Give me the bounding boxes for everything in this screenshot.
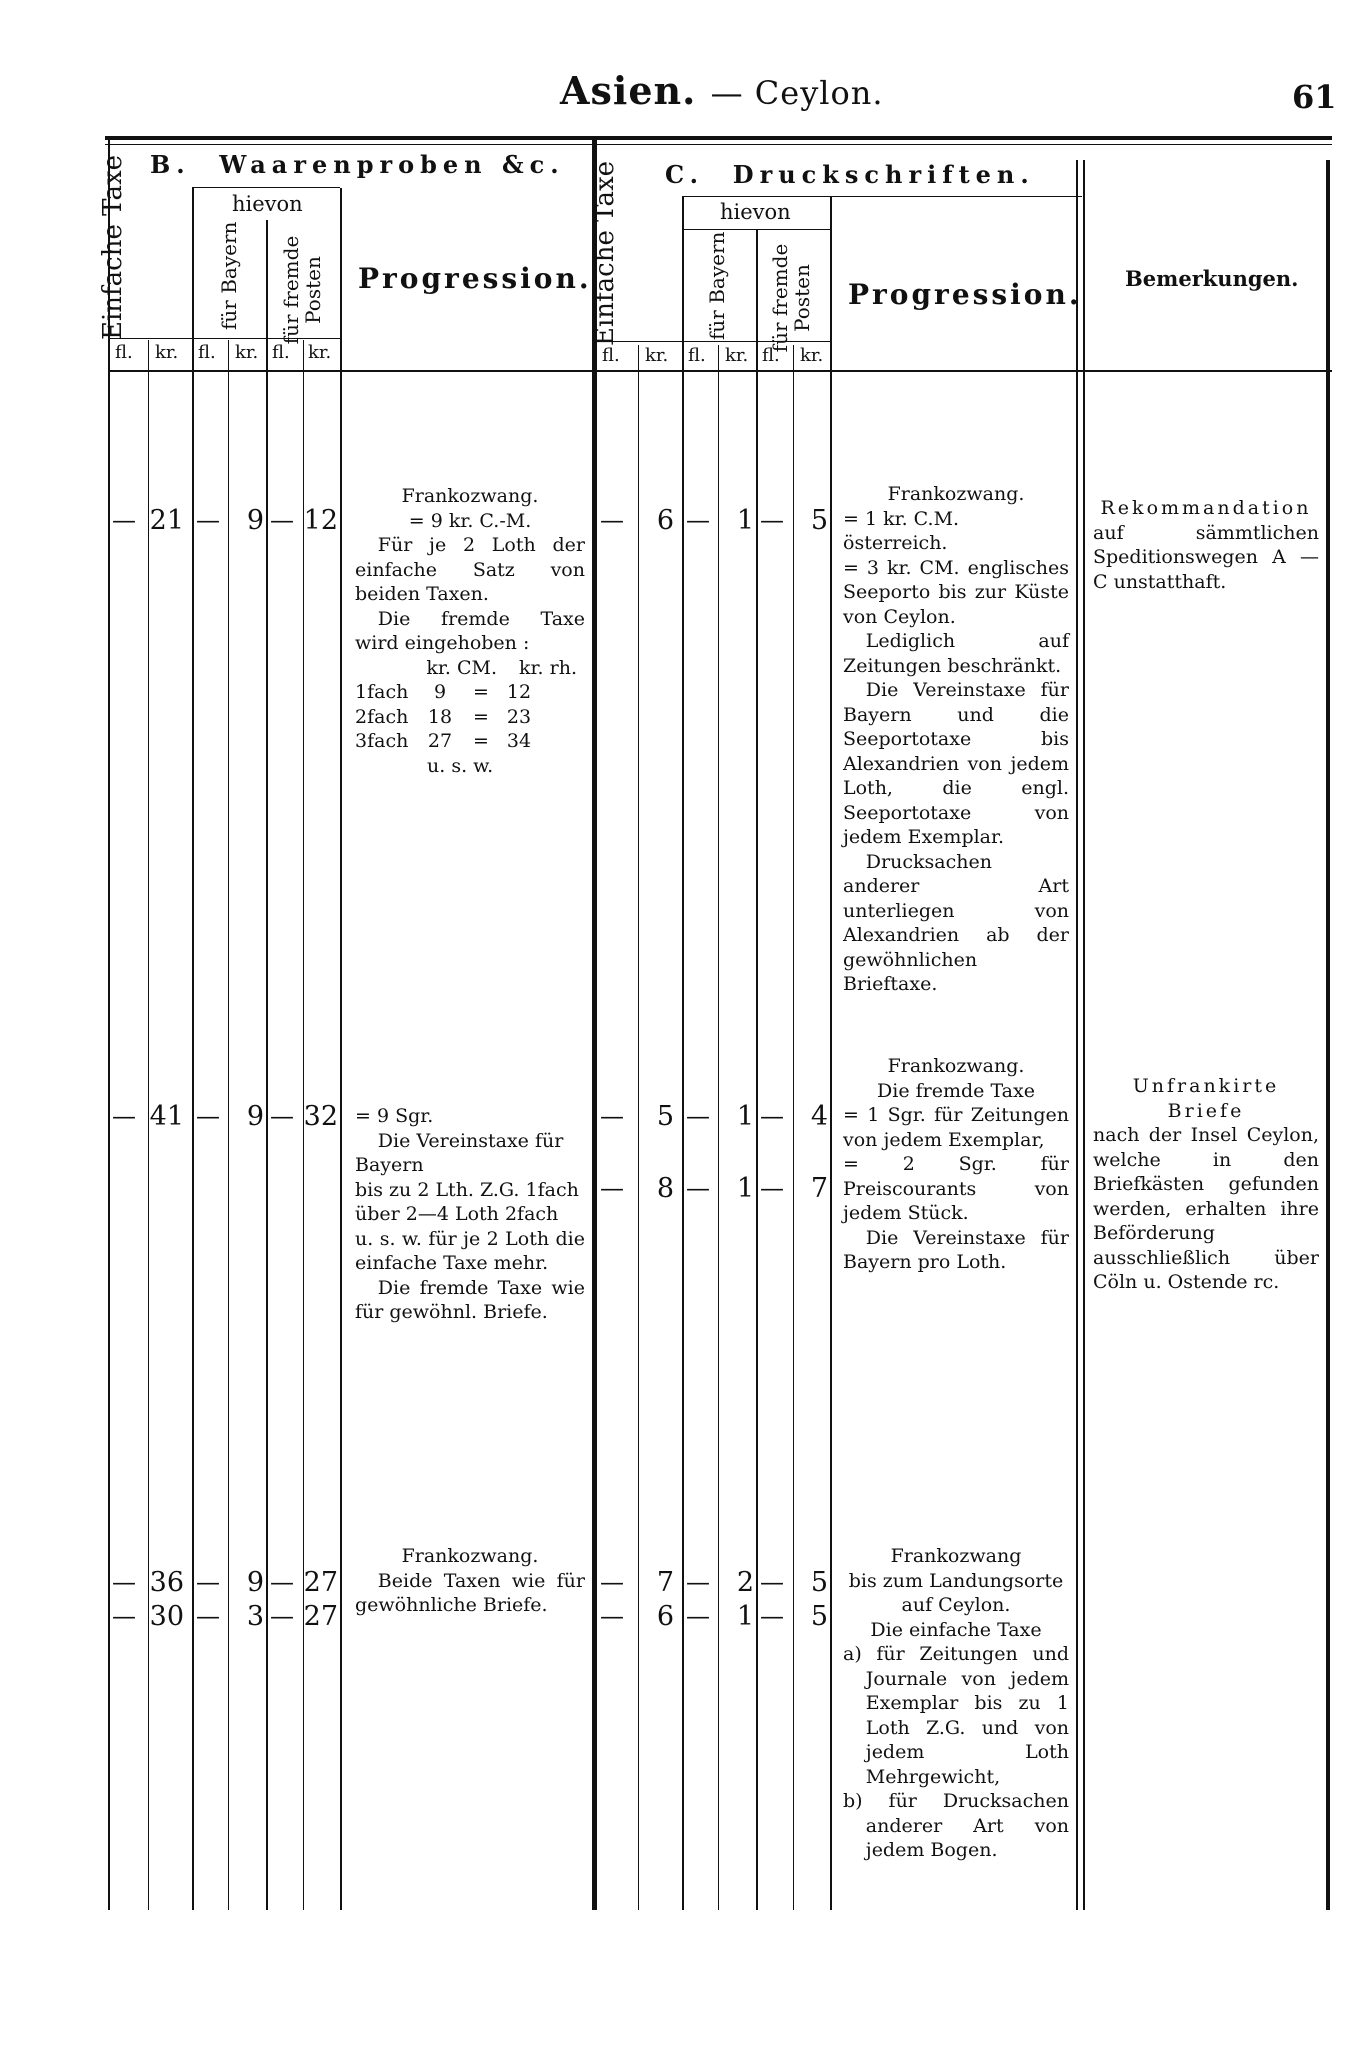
- col-hievon-b: hievon: [232, 192, 303, 216]
- dash: —: [600, 506, 624, 534]
- col-rule: [340, 188, 342, 1910]
- progression-c-1: Frankozwang. = 1 kr. C.M. österreich. = 3 kr. CM. englisches Seeporto bis zur Küste von Ceylon. Lediglich auf Zeitungen beschränkt. Die Vereinstaxe für Bayern und die Seeportotaxe bis Alexandrien von jedem Loth, die engl. Seeportotaxe von jedem Exemplar. Drucksachen anderer Art unterliegen von Alexandrien ab der gewöhnlichen Brieftaxe.: [843, 483, 1069, 995]
- dash: —: [196, 1568, 220, 1596]
- rate-bayern: 9: [246, 505, 264, 536]
- table-top-rule: [105, 136, 1332, 140]
- dash: —: [600, 1602, 624, 1630]
- unit-kr: kr.: [645, 345, 669, 366]
- rate-fremde: 27: [303, 1567, 338, 1598]
- rate-bayern: 9: [246, 1101, 264, 1132]
- unit-fl: fl.: [115, 342, 133, 363]
- rate-einfach: 6: [656, 1601, 674, 1632]
- unit-kr: kr.: [725, 345, 749, 366]
- rate-bayern: 1: [736, 1101, 754, 1132]
- dash: —: [112, 1602, 136, 1630]
- rate-fremde: 7: [810, 1173, 828, 1204]
- page-number: 61: [1292, 78, 1337, 116]
- dash: —: [112, 506, 136, 534]
- rate-fremde: 5: [810, 505, 828, 536]
- hievon-rule-b: [192, 187, 340, 188]
- col-rule: [682, 196, 684, 1910]
- dash: —: [686, 1568, 710, 1596]
- dash: —: [196, 506, 220, 534]
- col-progression-b: Progression.: [358, 262, 592, 295]
- progression-c-2: Frankozwang. Die fremde Taxe = 1 Sgr. für Zeitungen von jedem Exemplar, = 2 Sgr. für Preiscourants von jedem Stück. Die Vereinstaxe für Bayern pro Loth.: [843, 1055, 1069, 1273]
- col-rule: [1076, 160, 1078, 1910]
- section-divider: [592, 140, 597, 1910]
- rate-bayern: 9: [246, 1567, 264, 1598]
- bemerkung-2: Unfrankirte Briefe nach der Insel Ceylon, welche in den Briefkästen gefunden werden, erhalten ihre Beförderung ausschließlich über Cöln u. Ostende rc.: [1093, 1075, 1319, 1293]
- dash: —: [686, 1174, 710, 1202]
- dash: —: [760, 1174, 784, 1202]
- col-progression-c: Progression.: [848, 278, 1082, 311]
- page-title: Asien. — Ceylon.: [560, 68, 884, 113]
- col-einfache-c: Einfache Taxe: [590, 161, 620, 346]
- rate-bayern: 1: [736, 1601, 754, 1632]
- section-b-header: B. Waarenproben &c.: [150, 150, 565, 179]
- rate-einfach: 41: [149, 1101, 184, 1132]
- rate-fremde: 27: [303, 1601, 338, 1632]
- col-einfache-b: Einfache Taxe: [98, 155, 128, 340]
- rate-fremde: 4: [810, 1101, 828, 1132]
- dash: —: [686, 506, 710, 534]
- dash: —: [686, 1102, 710, 1130]
- progression-b-2: = 9 Sgr. Die Vereinstaxe für Bayern bis zu 2 Lth. Z.G. 1fach über 2—4 Loth 2fach u. s. w. für je 2 Loth die einfache Taxe mehr. Die fremde Taxe wie für gewöhnl. Briefe.: [355, 1105, 585, 1323]
- dash: —: [270, 1102, 294, 1130]
- rate-einfach: 8: [656, 1173, 674, 1204]
- progression-c-3: Frankozwang bis zum Landungsorte auf Ceylon. Die einfache Taxe a) für Zeitungen und Journale von jedem Exemplar bis zu 1 Loth Z.G. und von jedem Loth Mehrgewicht, b) für Drucksachen anderer Art von jedem Bogen.: [843, 1545, 1069, 1861]
- dash: —: [686, 1602, 710, 1630]
- col-rule: [1083, 160, 1085, 1910]
- bemerkung-1: Rekommandation auf sämmtlichen Speditionswegen A — C unstatthaft.: [1093, 497, 1319, 593]
- rate-fremde: 5: [810, 1567, 828, 1598]
- unit-kr: kr.: [308, 342, 332, 363]
- dash: —: [760, 506, 784, 534]
- col-bayern-b: für Bayern: [217, 221, 241, 330]
- dash: —: [760, 1102, 784, 1130]
- dash: —: [196, 1602, 220, 1630]
- rate-bayern: 3: [246, 1601, 264, 1632]
- header-bottom-rule: [108, 370, 1332, 372]
- col-bayern-c: für Bayern: [705, 231, 729, 340]
- rate-einfach: 30: [149, 1601, 184, 1632]
- rate-bayern: 1: [736, 1173, 754, 1204]
- section-c-header: C. Druckschriften.: [665, 160, 1035, 189]
- rate-bayern: 2: [736, 1567, 754, 1598]
- progression-b-3: Frankozwang. Beide Taxen wie für gewöhnliche Briefe.: [355, 1545, 585, 1616]
- col-rule: [192, 188, 194, 1910]
- col-hievon-c: hievon: [720, 200, 791, 224]
- unit-kr: kr.: [800, 345, 824, 366]
- col-rule: [756, 230, 758, 1910]
- rate-einfach: 6: [656, 505, 674, 536]
- dash: —: [600, 1568, 624, 1596]
- rate-einfach: 36: [149, 1567, 184, 1598]
- dash: —: [270, 1568, 294, 1596]
- col-fremde-c: für fremde Posten: [768, 243, 814, 353]
- dash: —: [760, 1568, 784, 1596]
- dash: —: [600, 1174, 624, 1202]
- rate-fremde: 5: [810, 1601, 828, 1632]
- dash: —: [600, 1102, 624, 1130]
- col-bemerkungen: Bemerkungen.: [1125, 266, 1299, 291]
- unit-kr: kr.: [155, 342, 179, 363]
- hievon-rule-c: [682, 196, 1082, 197]
- rate-einfach: 5: [656, 1101, 674, 1132]
- dash: —: [270, 1602, 294, 1630]
- unit-fl: fl.: [198, 342, 216, 363]
- progression-b-1: Frankozwang. = 9 kr. C.-M. Für je 2 Loth der einfache Satz von beiden Taxen. Die fremde Taxe wird eingehoben : kr. CM. kr. rh. 1fach 9 = 12 2fach 18 = 23 3fach 27 = 34 u. s. w.: [355, 485, 585, 777]
- unit-fl: fl.: [762, 345, 780, 366]
- rate-einfach: 21: [149, 505, 184, 536]
- unit-kr: kr.: [235, 342, 259, 363]
- dash: —: [112, 1568, 136, 1596]
- unit-fl: fl.: [272, 342, 290, 363]
- rate-fremde: 32: [303, 1101, 338, 1132]
- dash: —: [196, 1102, 220, 1130]
- col-fremde-b: für fremde Posten: [279, 235, 325, 345]
- col-rule: [830, 196, 832, 1910]
- rate-einfach: 7: [656, 1567, 674, 1598]
- col-rule: [108, 140, 110, 1910]
- table-top-rule-thin: [105, 144, 1332, 145]
- col-rule: [266, 220, 268, 1910]
- rate-bayern: 1: [736, 505, 754, 536]
- table-right-rule: [1326, 160, 1330, 1910]
- dash: —: [760, 1602, 784, 1630]
- dash: —: [112, 1102, 136, 1130]
- rate-fremde: 12: [303, 505, 338, 536]
- unit-fl: fl.: [602, 345, 620, 366]
- dash: —: [270, 506, 294, 534]
- unit-fl: fl.: [688, 345, 706, 366]
